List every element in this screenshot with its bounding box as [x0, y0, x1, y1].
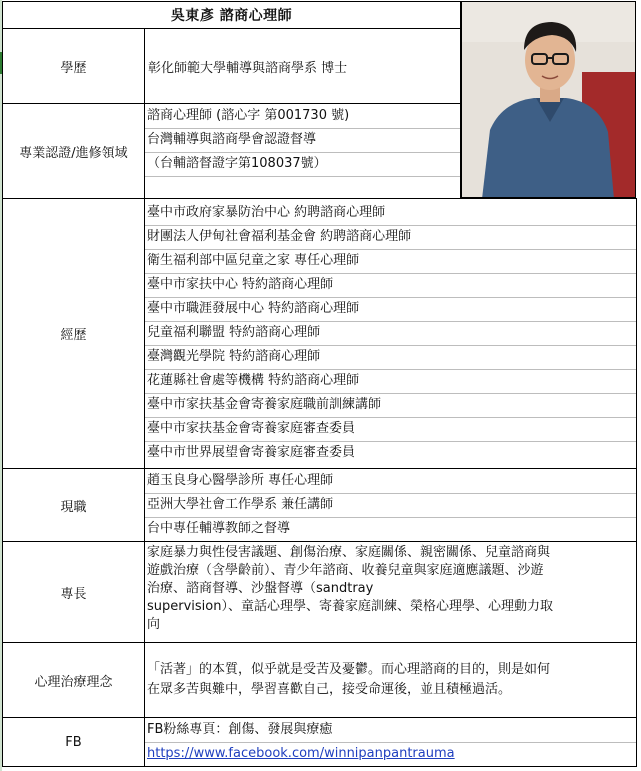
- current-item: 台中專任輔導教師之督導: [147, 521, 291, 536]
- experience-item: 臺中市家扶中心 特約諮商心理師: [147, 277, 334, 292]
- experience-item: 臺灣觀光學院 特約諮商心理師: [147, 349, 321, 364]
- name-title: 吳東彥 諮商心理師: [2, 1, 461, 29]
- experience-item: 臺中市家扶基金會寄養家庭職前訓練講師: [147, 397, 382, 412]
- certification-item: （台輔諮督證字第108037號）: [147, 156, 327, 171]
- specialty-line: 向: [147, 617, 161, 632]
- fb-page-name: FB粉絲專頁：創傷、發展與療癒: [147, 722, 333, 737]
- experience-item: 兒童福利聯盟 特約諮商心理師: [147, 325, 321, 340]
- experience-item: 臺中市家扶基金會寄養家庭審查委員: [147, 421, 356, 436]
- education-text: 彰化師範大學輔導與諮商學系 博士: [148, 60, 348, 76]
- experience-item: 臺中市世界展望會寄養家庭審查委員: [147, 445, 356, 460]
- experience-item: 臺中市政府家暴防治中心 約聘諮商心理師: [147, 205, 386, 220]
- portrait-illustration: [462, 2, 636, 198]
- specialty-line: 家庭暴力與性侵害議題、創傷治療、家庭關係、親密關係、兒童諮商與: [147, 545, 551, 560]
- specialty-line: supervision）、童話心理學、寄養家庭訓練、榮格心理學、心理動力取: [147, 599, 553, 614]
- philosophy-line: 在眾多苦與難中，學習喜歡自己，接受命運後，並且積極過活。: [147, 682, 512, 697]
- education-label: 學歷: [2, 28, 145, 104]
- experience-label: 經歷: [2, 198, 145, 469]
- experience-item: 臺中市職涯發展中心 特約諮商心理師: [147, 301, 360, 316]
- philosophy-text: [147, 660, 635, 700]
- experience-item: 花蓮縣社會處等機構 特約諮商心理師: [147, 373, 360, 388]
- fb-label: FB: [2, 717, 145, 767]
- specialty-line: 治療、諮商督導、沙盤督導（sandtray: [147, 581, 374, 596]
- certification-label: 專業認證/進修領域: [2, 103, 145, 199]
- profile-photo: [461, 1, 636, 198]
- specialty-text: [147, 544, 635, 634]
- certification-item: 台灣輔導與諮商學會認證督導: [147, 132, 317, 147]
- experience-item: 財團法人伊甸社會福利基金會 約聘諮商心理師: [147, 229, 412, 244]
- current-label: 現職: [2, 468, 145, 542]
- fb-url-link[interactable]: https://www.facebook.com/winnipanpantrauma: [147, 746, 455, 761]
- current-item: 亞洲大學社會工作學系 兼任講師: [147, 497, 334, 512]
- philosophy-line: 「活著」的本質，似乎就是受苦及憂鬱。而心理諮商的目的，則是如何: [147, 662, 551, 677]
- specialty-label: 專長: [2, 541, 145, 643]
- philosophy-label: 心理治療理念: [2, 642, 145, 718]
- certification-item: 諮商心理師 (諮心字 第001730 號): [147, 108, 350, 123]
- current-item: 趙玉良身心醫學診所 專任心理師: [147, 473, 334, 488]
- experience-item: 衛生福利部中區兒童之家 專任心理師: [147, 253, 360, 268]
- specialty-line: 遊戲治療（含學齡前）、青少年諮商、收養兒童與家庭適應議題、沙遊: [147, 563, 544, 578]
- education-value: [144, 28, 461, 104]
